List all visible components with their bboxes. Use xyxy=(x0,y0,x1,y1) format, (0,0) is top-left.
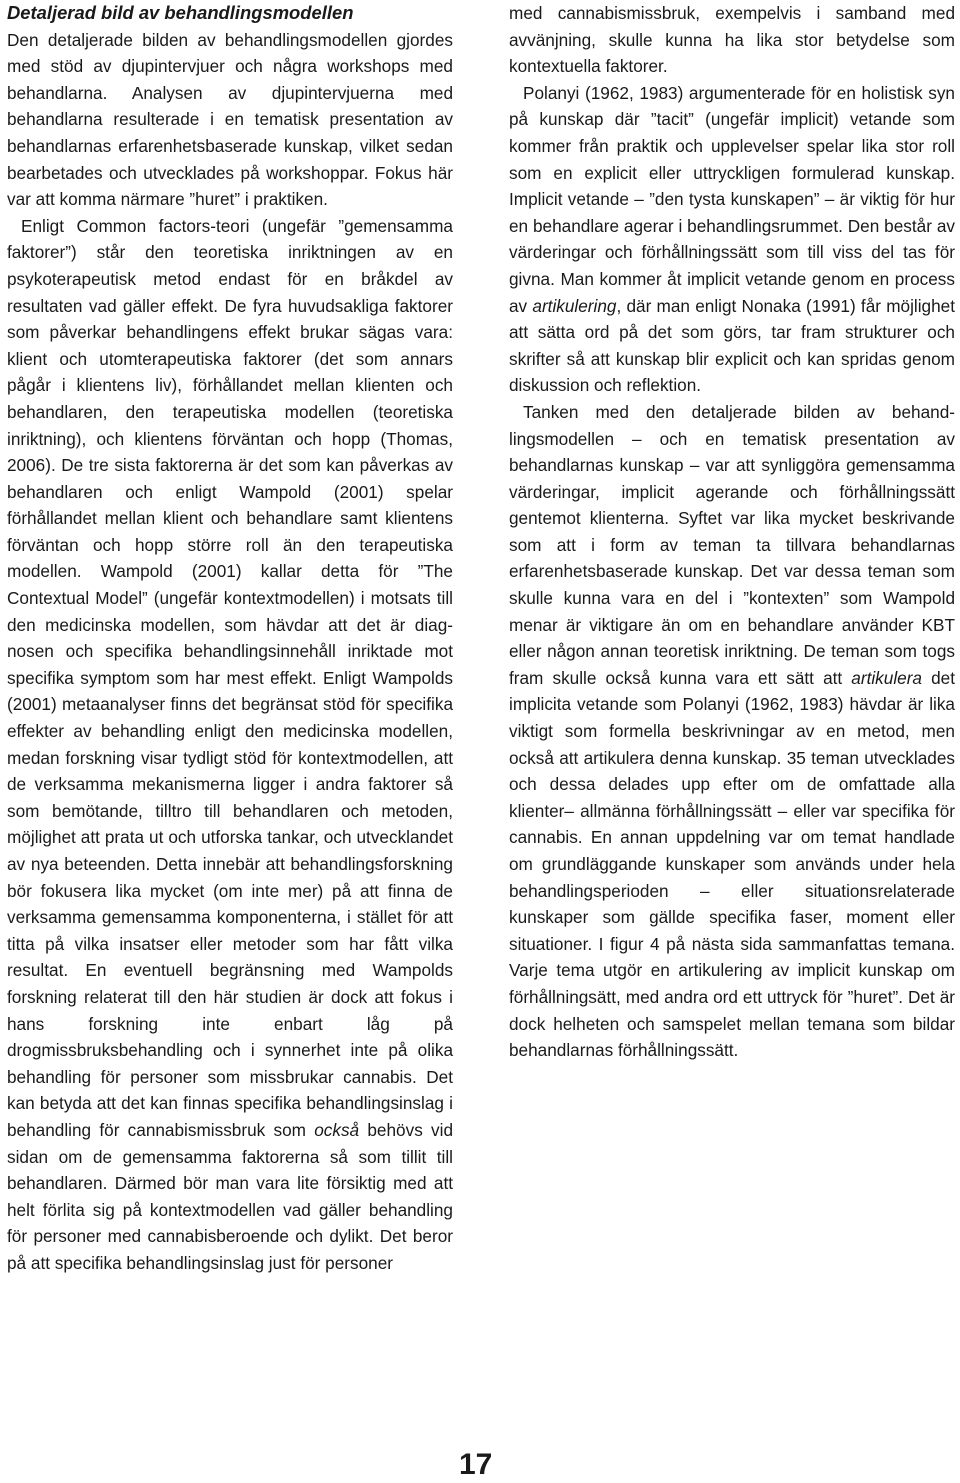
emphasis-text: också xyxy=(314,1119,360,1140)
paragraph xyxy=(7,213,453,1277)
paragraph: med cannabismissbruk, exempelvis i samband med avvänjning, skulle kunna ha lika stor betydelse som kontextuella faktorer. xyxy=(509,3,955,77)
paragraph: Den detaljerade bilden av behandlingsmodellen gjordes med stöd av djupintervjuer och några workshops med behandlarna. Analysen av djupintervjuerna med behandlarna resulterade i en tematisk presentation av behandlarnas erfarenhetsbaserade kunskap, vilket sedan bearbetades och utvecklades på workshoppar. Fokus här var att komma närmare ”huret” i praktiken. xyxy=(7,29,453,210)
right-column xyxy=(509,0,955,1064)
section-heading: Detaljerad bild av behandlingsmodellen xyxy=(7,2,354,23)
paragraph-text: , där man enligt Nonaka (1991) får möjlighet att sätta ord på det som görs, tar fram strukturer och skrifter så att kunskap blir explicit och kan spridas genom diskussion och reflektion. xyxy=(509,295,955,396)
emphasis-text: artikulering xyxy=(532,295,617,316)
paragraph xyxy=(509,80,955,399)
paragraph-text: Tanken med den detaljerade bilden av behandlingsmodellen – och en tematisk presentation av behandlarnas kunskap – var att synliggöra gemensamma värderingar, implicit agerande och förhållningssätt gentemot klienterna. Syftet var lika mycket beskrivande som att i form av teman ta tillvara behandlarnas erfarenhetsbaserade kunskap. Det var dessa teman som skulle kunna vara en del i ”kontexten” som Wampold menar är viktigare än om en behandlare använder KBT eller någon annan teoretisk inriktning. De teman som togs fram skulle också kunna vara ett sätt att xyxy=(509,401,955,688)
paragraph xyxy=(509,399,955,1064)
left-column xyxy=(7,0,453,1277)
page-number: 17 xyxy=(459,1448,493,1481)
paragraph-text: behövs vid sidan om de gemensamma faktorerna så som tillit till behandlaren. Därmed bör man vara lite försiktig med att helt förlita sig på kontextmodellen vad gäller behandling för personer med cannabisberoende och dylikt. Det beror på att specifika behandlingsinslag just för personer xyxy=(7,1119,454,1273)
paragraph-text: Enligt Common factors-teori (ungefär ”gemensamma faktorer”) står den teoretiska inriktningen av en psykoterapeutisk metod endast för en bråkdel av resultaten vad gäller effekt. De fyra huvudsakliga faktorer som påverkar behandlingens effekt brukar sägas vara: klient och utomterapeutiska faktorer (det som annars pågår i klientens liv), förhållandet mellan klienten och behandlaren, den terapeutiska modellen (teoretiska inriktning), och klientens förväntan och hopp (Thomas, 2006). De tre sista faktorerna är det som kan påverkas av behandlaren och enligt Wampold (2001) spelar förhållandet mellan klient och behandlare samt klientens förväntan och hopp större roll än den terapeutiska modellen. Wampold (2001) kallar detta för ”The Contextual Model” (ungefär kontextmodellen) i motsats till den medicinska modellen, som hävdar att det är diagnosen och specifika behandlingsinnehåll inriktade mot specifika symptom som har mest effekt. Enligt Wampolds (2001) metaanalyser finns det begränsat stöd för specifika effekter av behandling enligt den medicinska modellen, medan forskning visar tydligt stöd för kontextmodellen, att de verksamma mekanismerna ligger i andra faktorer så som bemötande, tilltro till behandlaren och metoden, möjlighet att prata ut och utforska tankar, och utvecklandet av nya beteenden. Detta innebär att behandlingsforskning bör fokusera lika mycket (om inte mer) på att finna de verksamma gemensamma komponenterna, i stället för att titta på vilka insatser eller metoder som har fått vilka resultat. En eventuell begränsning med Wampolds forskning relaterat till den här studien är dock att fokus i hans forskning inte enbart låg på drogmissbruksbehandling och i synnerhet inte på olika behandling för personer som missbrukar cannabis. Det kan betyda att det kan finnas specifika behandlingsinslag i behandling för cannabismissbruk som xyxy=(7,215,453,1140)
paragraph-text: det implicita vetande som Polanyi (1962, 1983) hävdar är lika viktigt som formella beskrivningar av en metod, men också att artikulera denna kunskap. 35 teman utvecklades och dessa delades upp efter om de omfattade alla klienter– allmänna förhållningssätt – eller var specifika för cannabis. En annan uppdelning var om temat handlade om grundläggande kunskaper som används under hela behandlingsperioden – eller situationsrelaterade kunskaper som gällde specifika faser, moment eller situationer. I figur 4 på nästa sida sammanfattas temana. Varje tema utgör en artikulering av implicit kunskap om förhållningsätt, med andra ord ett uttryck för ”huret”. Det är dock helheten och samspelet mellan temana som bildar behandlarnas förhållningssätt. xyxy=(509,667,956,1061)
paragraph-text: Polanyi (1962, 1983) argumenterade för en holistisk syn på kunskap där ”tacit” (ungefär implicit) vetande som kommer från praktik och upplevelser spelar lika stor roll som en explicit eller uttryckligen formulerad kunskap. Implicit vetande – ”den tysta kunskapen” – är viktig för hur en behandlare agerar i behandlingsrummet. Den består av värderingar och förhållningssätt som till viss del tas för givna. Man kommer åt implicit vetande genom en process av xyxy=(509,82,955,316)
emphasis-text: artikulera xyxy=(851,667,922,688)
